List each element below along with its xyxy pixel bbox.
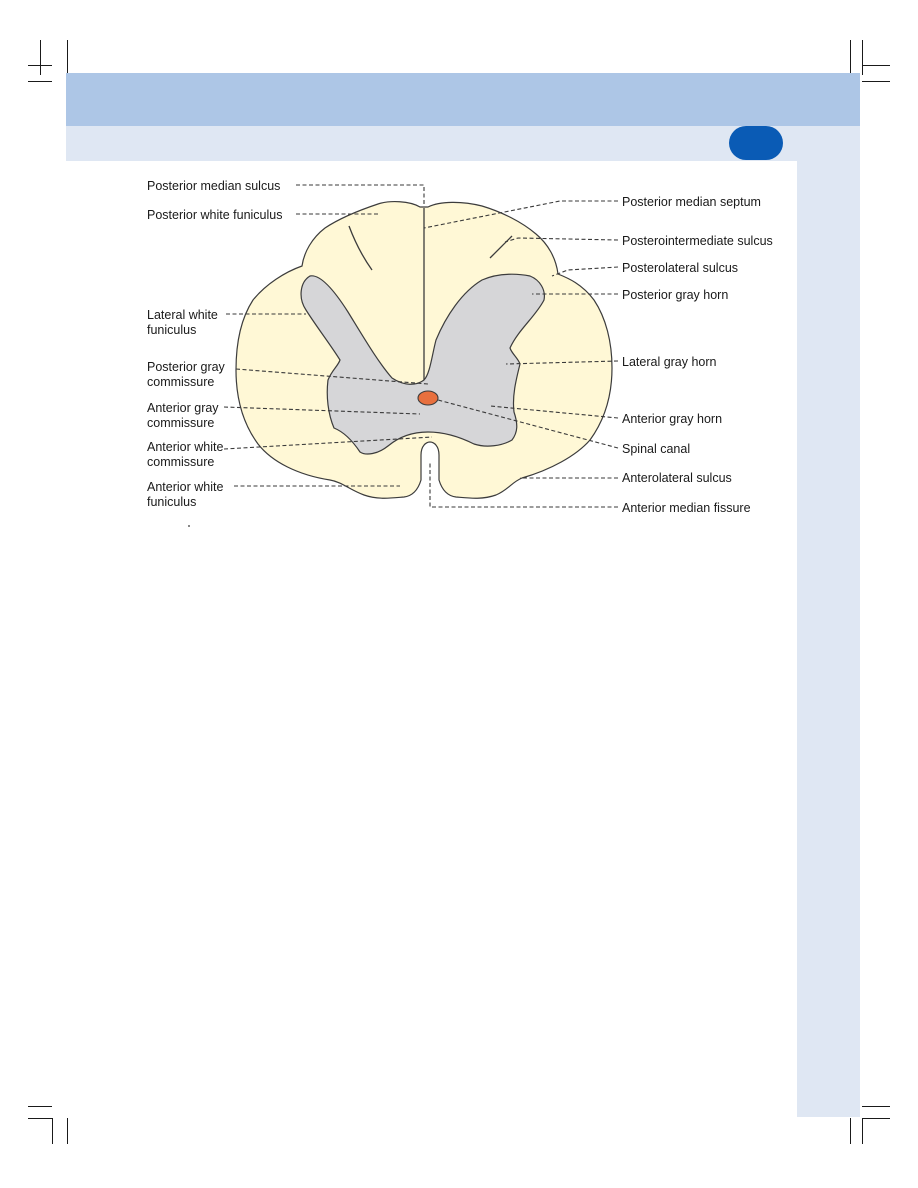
spinal-cord-diagram: [146, 167, 786, 529]
crop-mark: [28, 81, 52, 82]
label-anterior-gray-horn: Anterior gray horn: [622, 412, 723, 426]
label-posterior-median-septum: Posterior median septum: [622, 195, 761, 209]
label-anterior-white-commissure: Anterior white: [147, 440, 224, 454]
crop-mark: [67, 40, 68, 75]
label-lateral-white-funiculus-2: funiculus: [147, 323, 197, 337]
page-number-badge: [729, 126, 783, 160]
crop-mark: [28, 65, 52, 66]
spinal-canal-shape: [418, 391, 438, 405]
crop-mark: [862, 1118, 890, 1119]
crop-mark: [28, 1106, 52, 1107]
label-lateral-white-funiculus: Lateral white: [147, 308, 218, 322]
side-strip: [797, 161, 860, 1117]
crop-mark: [28, 1118, 52, 1119]
crop-mark: [850, 40, 851, 75]
label-lateral-gray-horn: Lateral gray horn: [622, 355, 717, 369]
crop-mark: [862, 1106, 890, 1107]
crop-mark: [862, 81, 890, 82]
stray-dot: [188, 525, 190, 527]
leader-posterolateral-sulcus: [552, 267, 618, 276]
crop-mark: [850, 1118, 851, 1144]
label-anterolateral-sulcus: Anterolateral sulcus: [622, 471, 732, 485]
crop-mark: [862, 65, 890, 66]
label-posterior-gray-commissure: Posterior gray: [147, 360, 225, 374]
crop-mark: [862, 1118, 863, 1144]
label-posterior-gray-commissure-2: commissure: [147, 375, 215, 389]
label-posterointermediate-sulcus: Posterointermediate sulcus: [622, 234, 773, 248]
label-anterior-white-funiculus: Anterior white: [147, 480, 224, 494]
label-anterior-white-funiculus-2: funiculus: [147, 495, 197, 509]
label-anterior-gray-commissure-2: commissure: [147, 416, 215, 430]
figure-panel: [146, 167, 786, 529]
crop-mark: [40, 40, 41, 75]
label-anterior-median-fissure: Anterior median fissure: [622, 501, 751, 515]
label-spinal-canal: Spinal canal: [622, 442, 691, 456]
label-posterior-median-sulcus: Posterior median sulcus: [147, 179, 281, 193]
label-posterior-gray-horn: Posterior gray horn: [622, 288, 729, 302]
header-band: [66, 73, 860, 126]
label-posterolateral-sulcus: Posterolateral sulcus: [622, 261, 739, 275]
label-posterior-white-funiculus: Posterior white funiculus: [147, 208, 283, 222]
label-anterior-white-commissure-2: commissure: [147, 455, 215, 469]
crop-mark: [862, 40, 863, 75]
label-anterior-gray-commissure: Anterior gray: [147, 401, 219, 415]
crop-mark: [67, 1118, 68, 1144]
crop-mark: [52, 1118, 53, 1144]
